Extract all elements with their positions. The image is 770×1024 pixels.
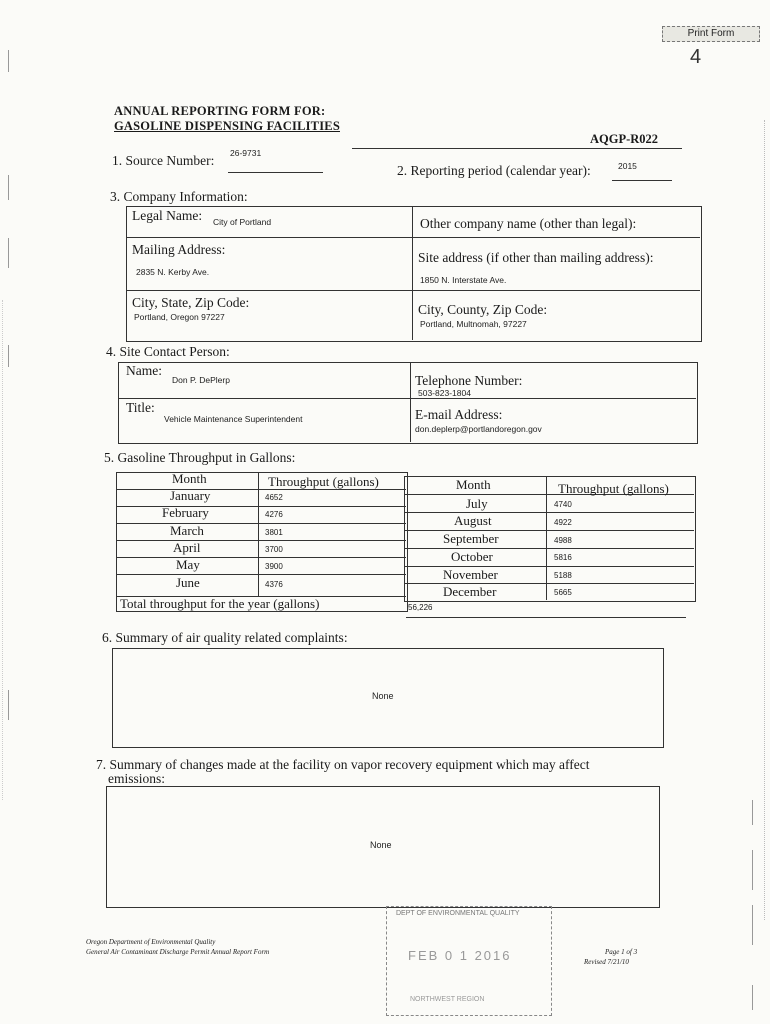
- throughput-cell: 4652: [265, 493, 283, 502]
- month-cell: October: [451, 549, 493, 564]
- month-cell: February: [162, 505, 209, 520]
- form-title-line2: GASOLINE DISPENSING FACILITIES: [114, 119, 340, 133]
- month-cell: March: [170, 523, 204, 538]
- month-cell: August: [454, 513, 492, 528]
- site-contact-label: 4. Site Contact Person:: [106, 344, 230, 359]
- company-info-rule: [126, 237, 700, 238]
- changes-label-line2: emissions:: [108, 771, 166, 786]
- throughput-cell: 5665: [554, 588, 572, 597]
- mailing-address-value: 2835 N. Kerby Ave.: [136, 267, 210, 277]
- throughput-cell: 4988: [554, 536, 572, 545]
- reporting-period-line: [612, 180, 672, 181]
- total-throughput-value: 56,226: [408, 603, 433, 612]
- city-state-zip-label: City, State, Zip Code:: [132, 295, 250, 310]
- total-throughput-label: Total throughput for the year (gallons): [120, 596, 320, 611]
- company-info-rule: [126, 290, 700, 291]
- table-rule: [116, 557, 406, 558]
- site-address-value: 1850 N. Interstate Ave.: [420, 275, 507, 285]
- email-value: don.deplerp@portlandoregon.gov: [415, 424, 542, 434]
- complaints-value: None: [372, 691, 394, 701]
- throughput-cell: 4276: [265, 510, 283, 519]
- source-number-label: 1. Source Number:: [112, 153, 215, 168]
- throughput-left-divider: [258, 472, 259, 596]
- table-rule: [116, 574, 406, 575]
- other-company-name-label: Other company name (other than legal):: [420, 216, 637, 231]
- site-contact-divider: [410, 362, 411, 442]
- source-number-line: [228, 172, 323, 173]
- stamp-top-text: DEPT OF ENVIRONMENTAL QUALITY: [396, 910, 520, 917]
- company-info-label: 3. Company Information:: [110, 189, 248, 204]
- throughput-cell: 3700: [265, 545, 283, 554]
- month-cell: June: [176, 575, 200, 590]
- contact-title-value: Vehicle Maintenance Superintendent: [164, 414, 303, 424]
- changes-value: None: [370, 840, 392, 850]
- footer-form-name: General Air Contaminant Discharge Permit Annual Report Form: [86, 948, 270, 956]
- throughput-cell: 5816: [554, 553, 572, 562]
- contact-title-label: Title:: [126, 400, 155, 415]
- month-cell: January: [170, 488, 211, 503]
- source-number-value: 26-9731: [230, 148, 262, 158]
- throughput-cell: 3801: [265, 528, 283, 537]
- site-contact-rule: [118, 398, 696, 399]
- email-label: E-mail Address:: [415, 407, 503, 422]
- table-rule: [116, 523, 406, 524]
- month-header-right: Month: [456, 477, 491, 492]
- footer-revised: Revised 7/21/10: [584, 958, 629, 966]
- throughput-cell: 5188: [554, 571, 572, 580]
- scan-edge-mark: [8, 690, 9, 720]
- scan-edge-mark: [8, 50, 9, 72]
- mailing-address-label: Mailing Address:: [132, 242, 226, 257]
- complaints-label: 6. Summary of air quality related complaints:: [102, 630, 348, 645]
- legal-name-value: City of Portland: [213, 217, 272, 227]
- city-county-zip-value: Portland, Multnomah, 97227: [420, 319, 527, 329]
- scan-edge-mark: [8, 345, 9, 367]
- table-rule: [116, 506, 406, 507]
- scan-edge-mark: [8, 175, 9, 200]
- footer-dept: Oregon Department of Environmental Quality: [86, 938, 216, 946]
- telephone-label: Telephone Number:: [415, 373, 523, 388]
- page-mark: 4: [690, 46, 702, 68]
- throughput-cell: 3900: [265, 562, 283, 571]
- month-cell: December: [443, 584, 497, 599]
- form-code: AQGP-R022: [590, 132, 659, 146]
- throughput-table-left: [116, 472, 408, 612]
- table-rule: [404, 512, 694, 513]
- contact-name-label: Name:: [126, 363, 162, 378]
- month-cell: July: [466, 496, 488, 511]
- scan-edge-mark: [8, 238, 9, 268]
- scan-edge-mark: [752, 985, 753, 1010]
- throughput-header-left: Throughput (gallons): [268, 474, 379, 489]
- throughput-cell: 4740: [554, 500, 572, 509]
- contact-name-value: Don P. DePlerp: [172, 375, 230, 385]
- header-rule: [352, 148, 682, 149]
- throughput-cell: 4376: [265, 580, 283, 589]
- city-county-zip-label: City, County, Zip Code:: [418, 302, 548, 317]
- total-rule: [406, 617, 686, 618]
- throughput-cell: 4922: [554, 518, 572, 527]
- stamp-bottom-text: NORTHWEST REGION: [410, 996, 485, 1003]
- scan-edge-mark: [2, 300, 3, 800]
- scan-edge-mark: [752, 800, 753, 825]
- month-cell: September: [443, 531, 499, 546]
- throughput-header-right: Throughput (gallons): [558, 481, 669, 496]
- month-header-left: Month: [172, 471, 207, 486]
- month-cell: November: [443, 567, 498, 582]
- form-title-line1: ANNUAL REPORTING FORM FOR:: [114, 104, 326, 118]
- site-address-label: Site address (if other than mailing address):: [418, 250, 654, 265]
- stamp-date: FEB 0 1 2016: [408, 948, 512, 963]
- company-info-divider: [412, 206, 413, 340]
- table-rule: [116, 540, 406, 541]
- month-cell: April: [173, 540, 201, 555]
- footer-page-number: Page 1 of 3: [605, 948, 638, 956]
- scan-edge-mark: [764, 120, 765, 920]
- legal-name-label: Legal Name:: [132, 208, 203, 223]
- month-cell: May: [176, 557, 200, 572]
- reporting-period-label: 2. Reporting period (calendar year):: [397, 163, 591, 178]
- print-form-button[interactable]: Print Form: [662, 26, 760, 42]
- scan-edge-mark: [752, 905, 753, 945]
- changes-label-line1: 7. Summary of changes made at the facility on vapor recovery equipment which may affect: [96, 757, 590, 772]
- city-state-zip-value: Portland, Oregon 97227: [134, 312, 225, 322]
- table-rule: [404, 548, 694, 549]
- throughput-section-label: 5. Gasoline Throughput in Gallons:: [104, 450, 296, 465]
- scan-edge-mark: [752, 850, 753, 890]
- reporting-period-value: 2015: [618, 161, 637, 171]
- telephone-value: 503-823-1804: [418, 388, 471, 398]
